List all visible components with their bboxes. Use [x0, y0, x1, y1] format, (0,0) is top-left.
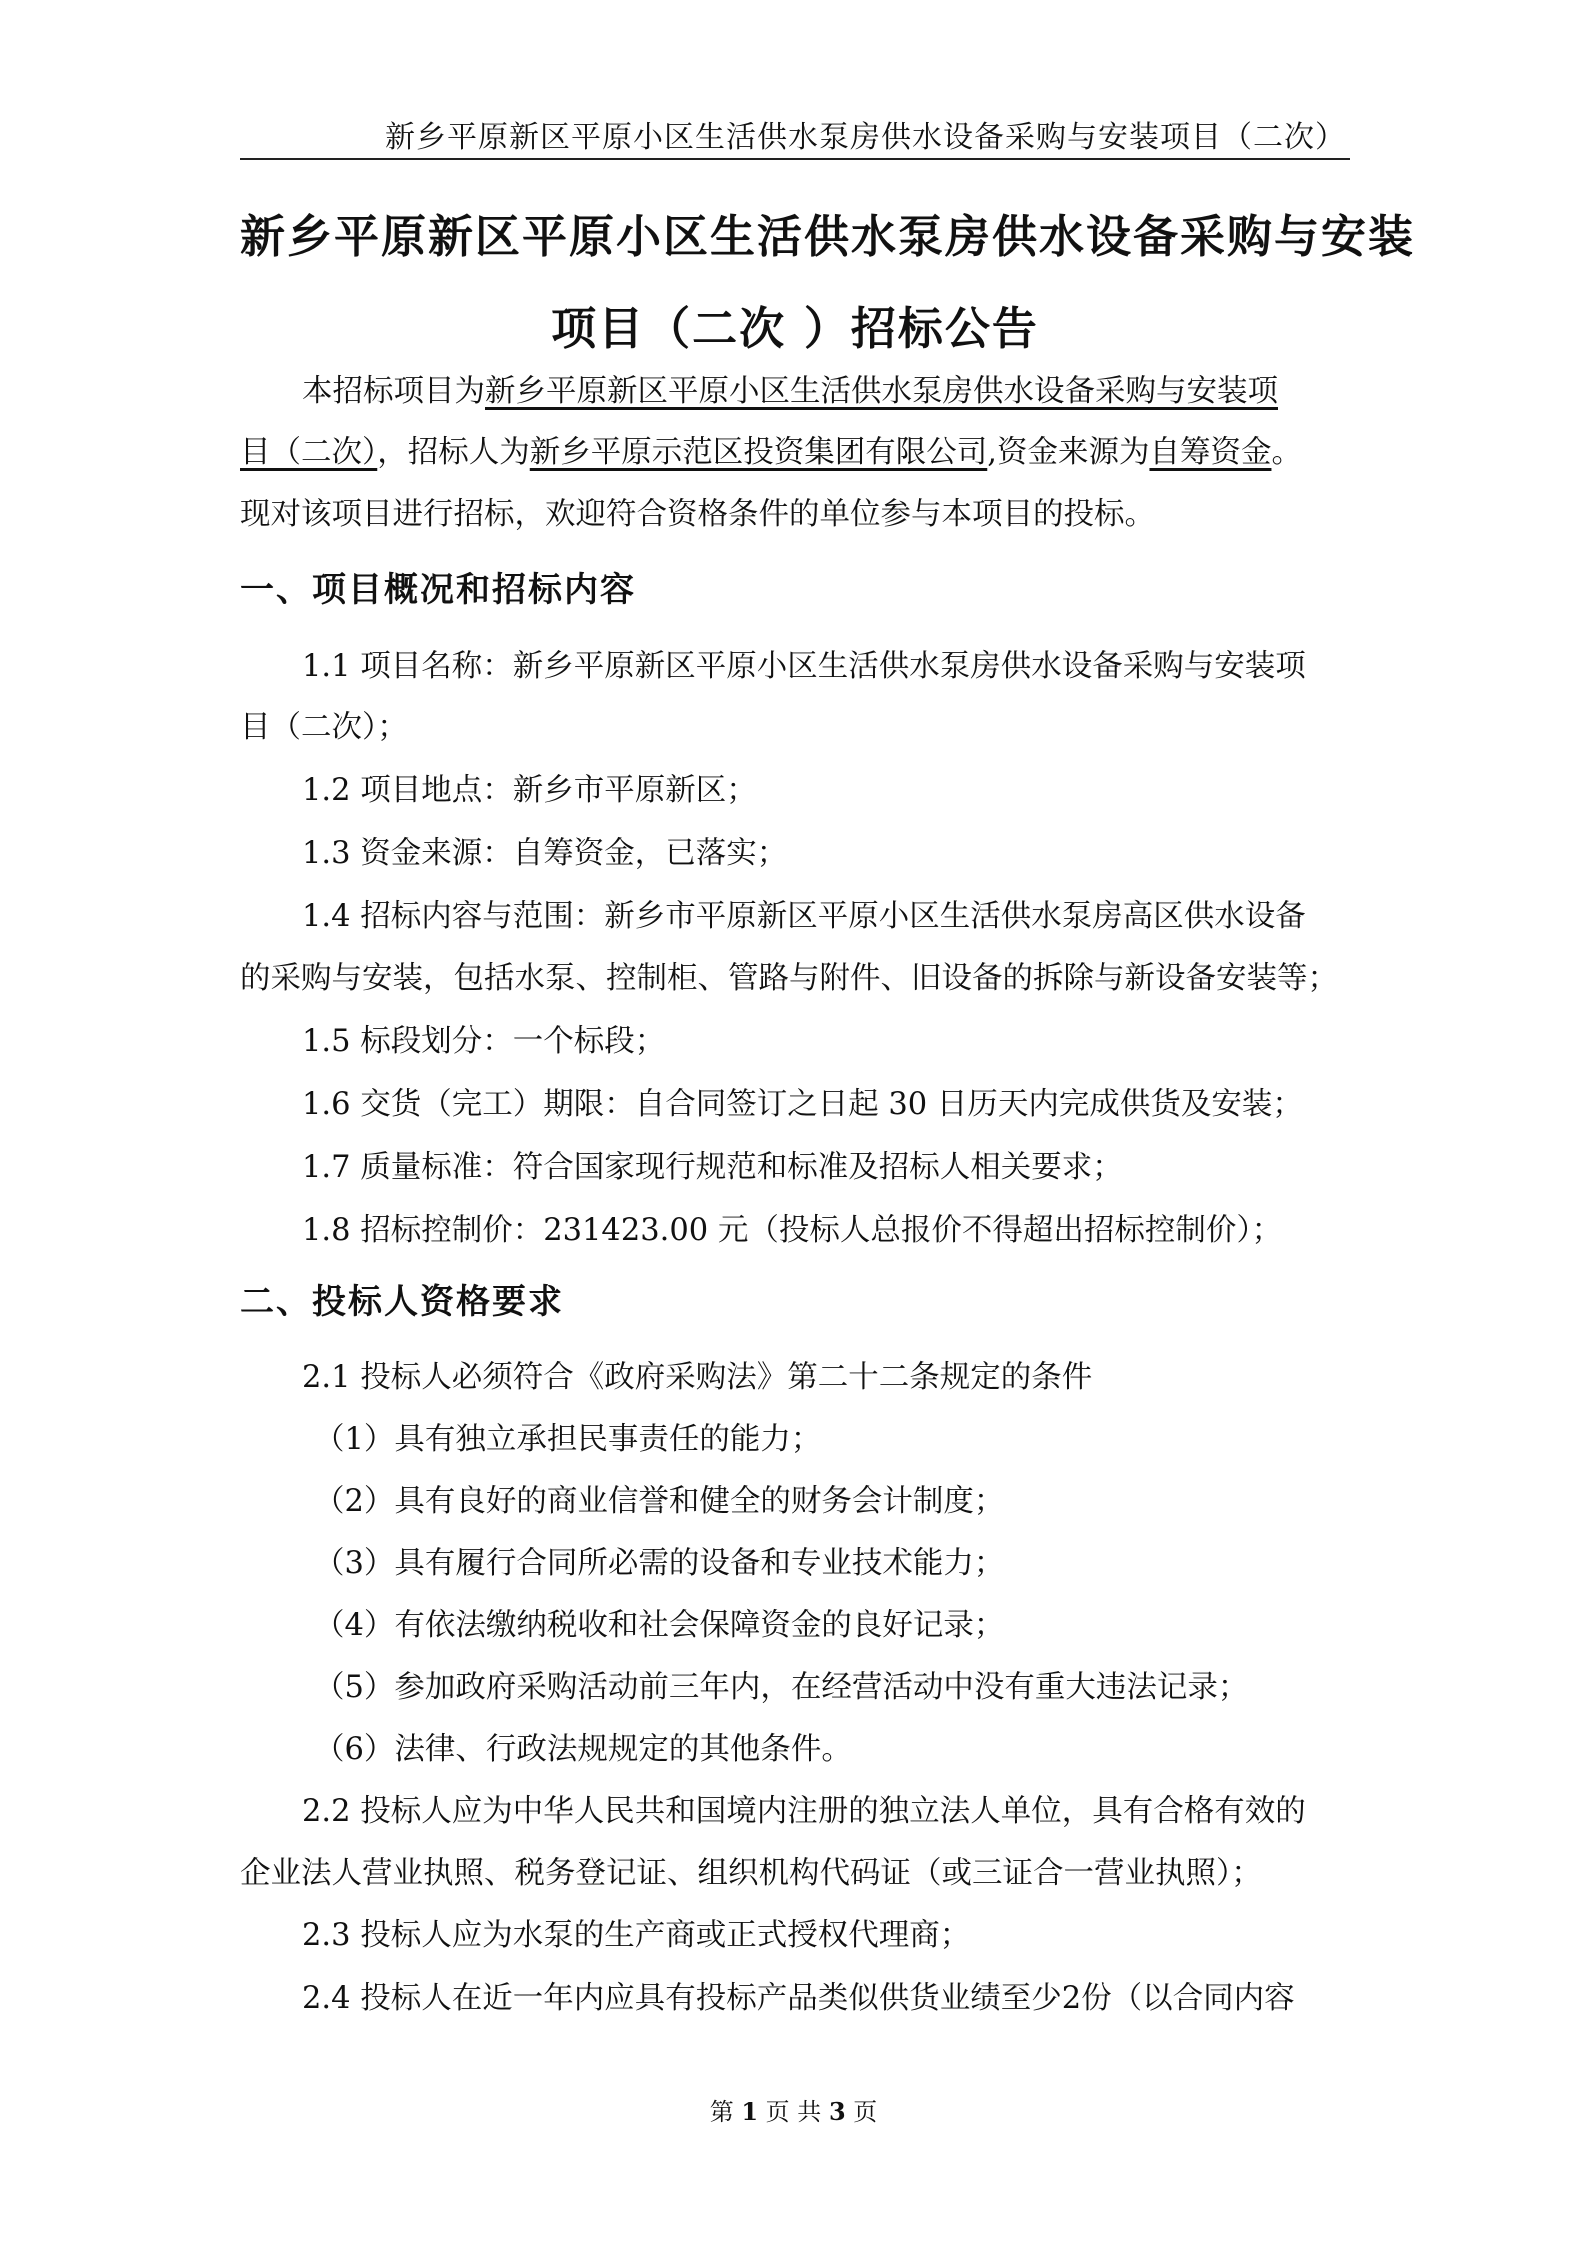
section-1-line: 1.3 资金来源：自筹资金，已落实； [302, 836, 788, 871]
section-2-line: 2.1 投标人必须符合《政府采购法》第二十二条规定的条件 [302, 1360, 1093, 1395]
running-header [240, 108, 1350, 160]
section-1-line: 1.4 招标内容与范围：新乡市平原新区平原小区生活供水泵房高区供水设备 [302, 899, 1306, 934]
total-page-count: 3 [828, 2097, 846, 2126]
footer-text: 第 [709, 2098, 734, 2126]
section-2-line: 企业法人营业执照、税务登记证、组织机构代码证（或三证合一营业执照）； [240, 1856, 1262, 1891]
section-1-line: 1.8 招标控制价：231423.00 元（投标人总报价不得超出招标控制价）； [302, 1213, 1283, 1248]
page-number-footer [0, 2092, 1587, 2127]
document-title-line-1: 新乡平原新区平原小区生活供水泵房供水设备采购与安装 [240, 210, 1416, 263]
section-1-line: 的采购与安装，包括水泵、控制柜、管路与附件、旧设备的拆除与新设备安装等； [240, 961, 1338, 996]
intro-line-3: 现对该项目进行招标，欢迎符合资格条件的单位参与本项目的投标。 [240, 497, 1155, 532]
intro-text: 本招标项目为 [302, 374, 485, 409]
header-text: 新乡平原新区平原小区生活供水泵房供水设备采购与安装项目（二次） [385, 120, 1346, 155]
section-2-line: 2.3 投标人应为水泵的生产商或正式授权代理商； [302, 1918, 971, 1953]
intro-line-2 [240, 433, 1350, 473]
document-title-line-2: 项目（二次 ）招标公告 [551, 302, 1039, 355]
section-2-heading: 二、投标人资格要求 [240, 1282, 564, 1322]
project-name-underlined-cont: 目（二次） [240, 435, 378, 470]
intro-text: ,资金来源为 [987, 435, 1150, 470]
footer-text: 页 共 [765, 2098, 822, 2126]
section-2-line: （4）有依法缴纳税收和社会保障资金的良好记录； [314, 1608, 1005, 1643]
intro-text: 。 [1271, 435, 1302, 470]
section-1-line: 1.5 标段划分：一个标段； [302, 1024, 666, 1059]
project-name-underlined: 新乡平原新区平原小区生活供水泵房供水设备采购与安装项 [485, 374, 1278, 409]
section-2-line: （6）法律、行政法规规定的其他条件。 [314, 1732, 852, 1767]
section-1-line: 目（二次）； [240, 710, 408, 745]
section-1-line: 1.7 质量标准：符合国家现行规范和标准及招标人相关要求； [302, 1150, 1123, 1185]
intro-line-1 [240, 372, 1412, 412]
current-page-number: 1 [741, 2097, 759, 2126]
section-2-line: （5）参加政府采购活动前三年内，在经营活动中没有重大违法记录； [314, 1670, 1249, 1705]
section-1-line: 1.2 项目地点：新乡市平原新区； [302, 773, 757, 808]
footer-text: 页 [853, 2098, 878, 2126]
section-2-line: （3）具有履行合同所必需的设备和专业技术能力； [314, 1546, 1005, 1581]
intro-text: ，招标人为 [377, 435, 530, 470]
section-2-line: （1）具有独立承担民事责任的能力； [314, 1422, 822, 1457]
fund-source-underlined: 自筹资金 [1149, 435, 1272, 470]
section-1-heading: 一、项目概况和招标内容 [240, 570, 636, 610]
tenderer-name-underlined: 新乡平原示范区投资集团有限公司 [529, 435, 988, 470]
section-1-line: 1.1 项目名称：新乡平原新区平原小区生活供水泵房供水设备采购与安装项 [302, 649, 1306, 684]
section-2-line: 2.2 投标人应为中华人民共和国境内注册的独立法人单位，具有合格有效的 [302, 1794, 1306, 1829]
section-2-line: 2.4 投标人在近一年内应具有投标产品类似供货业绩至少2份（以合同内容 [302, 1981, 1295, 2016]
section-2-line: （2）具有良好的商业信誉和健全的财务会计制度； [314, 1484, 1005, 1519]
section-1-line: 1.6 交货（完工）期限：自合同签订之日起 30 日历天内完成供货及安装； [302, 1087, 1303, 1122]
